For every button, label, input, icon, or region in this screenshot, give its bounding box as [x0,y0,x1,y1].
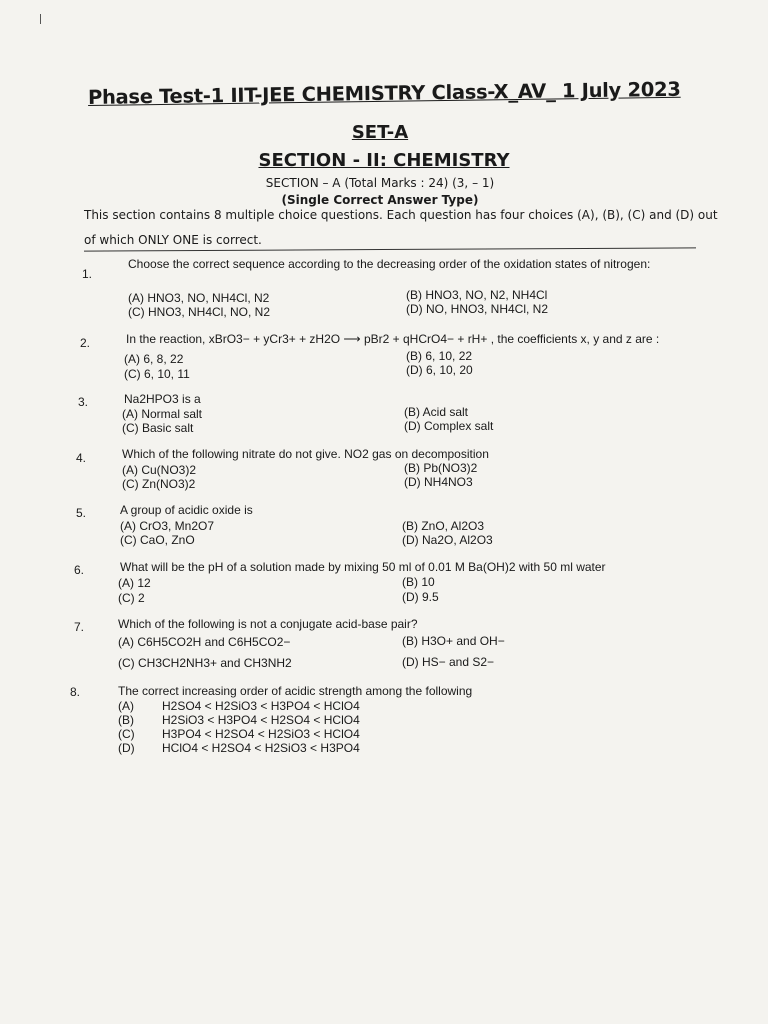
option-c: (C) Basic salt [122,421,194,435]
option-a-label: (A) [118,699,134,713]
option-b: H2SiO3 < H3PO4 < H2SO4 < HClO4 [162,713,360,727]
section-heading: SECTION - II: CHEMISTRY [258,150,510,171]
question-stem: Choose the correct sequence according to the decreasing order of the oxidation states of nitrogen: [128,257,651,271]
option-d: HClO4 < H2SO4 < H2SiO3 < H3PO4 [162,741,360,755]
option-c: (C) 6, 10, 11 [124,367,190,381]
option-b: (B) Acid salt [404,405,469,419]
question-stem: A group of acidic oxide is [120,503,253,517]
option-a: (A) C6H5CO2H and C6H5CO2− [118,635,291,649]
option-d: (D) HS− and S2− [402,655,495,669]
question-number: 5. [76,506,87,520]
option-d: (D) NH4NO3 [404,475,473,489]
option-b: (B) 10 [402,575,435,589]
option-a: (A) Normal salt [122,407,203,421]
option-c: (C) 2 [118,591,145,605]
option-d-label: (D) [118,741,135,755]
answer-type: (Single Correct Answer Type) [281,193,479,207]
question-stem: What will be the pH of a solution made by mixing 50 ml of 0.01 M Ba(OH)2 with 50 ml water [120,560,606,574]
question-stem: Na2HPO3 is a [124,392,201,406]
option-b: (B) Pb(NO3)2 [404,461,478,475]
question-stem: The correct increasing order of acidic strength among the following [118,684,473,698]
question-stem: Which of the following is not a conjugate acid-base pair? [118,617,418,631]
option-a: H2SO4 < H2SiO3 < H3PO4 < HClO4 [162,699,360,713]
question-number: 7. [74,620,85,634]
option-a: (A) HNO3, NO, NH4Cl, N2 [128,291,270,305]
instructions-line-2: of which ONLY ONE is correct. [84,233,262,247]
option-d: (D) Na2O, Al2O3 [402,533,493,547]
option-a: (A) 12 [118,576,151,590]
option-a: (A) 6, 8, 22 [124,352,184,366]
question-number: 6. [74,563,85,577]
option-c: H3PO4 < H2SO4 < H2SiO3 < HClO4 [162,727,360,741]
page-title: Phase Test-1 IIT-JEE CHEMISTRY Class-X_AV_ 1 July 2023 [87,77,681,109]
question-number: 1. [82,267,93,281]
set-heading: SET-A [351,122,409,143]
question-number: 3. [78,395,89,409]
option-d: (D) 6, 10, 20 [406,363,473,377]
option-d: (D) NO, HNO3, NH4Cl, N2 [406,302,549,316]
option-c: (C) HNO3, NH4Cl, NO, N2 [128,305,271,319]
option-b-label: (B) [118,713,134,727]
option-b: (B) 6, 10, 22 [406,349,473,363]
option-d: (D) Complex salt [404,419,494,433]
option-c-label: (C) [118,727,135,741]
option-c: (C) CH3CH2NH3+ and CH3NH2 [118,656,292,670]
question-stem: In the reaction, xBrO3− + yCr3+ + zH2O ⟶ pBr2 + qHCrO4− + rH+ , the coefficients x, y and z are : [126,332,660,346]
sub-section-heading: SECTION – A (Total Marks : 24) (3, – 1) [265,176,495,190]
option-b: (B) HNO3, NO, N2, NH4Cl [406,288,548,302]
option-c: (C) CaO, ZnO [120,533,195,547]
divider [84,247,696,251]
option-b: (B) ZnO, Al2O3 [402,519,485,533]
instructions-line-1: This section contains 8 multiple choice questions. Each question has four choices (A), (B), (C) and (D) out [84,208,718,222]
question-number: 2. [80,336,91,350]
margin-mark [40,14,41,24]
question-number: 8. [70,685,81,699]
option-a: (A) Cu(NO3)2 [122,463,197,477]
option-c: (C) Zn(NO3)2 [122,477,196,491]
option-a: (A) CrO3, Mn2O7 [120,519,215,533]
option-d: (D) 9.5 [402,590,439,604]
option-b: (B) H3O+ and OH− [402,634,505,648]
question-number: 4. [76,451,87,465]
question-stem: Which of the following nitrate do not give. NO2 gas on decomposition [122,447,489,461]
